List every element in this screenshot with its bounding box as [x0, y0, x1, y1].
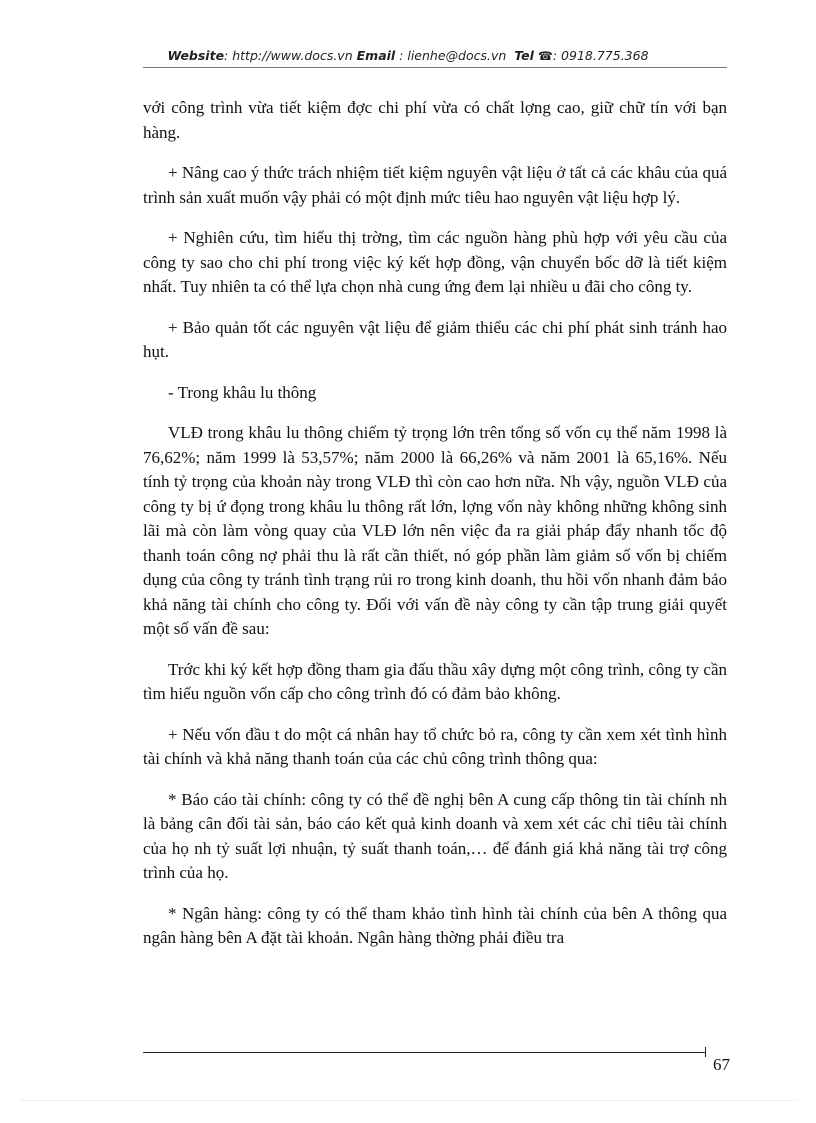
paragraph: + Nâng cao ý thức trách nhiệm tiết kiệm nguyên vật liệu ở tất cả các khâu của quá trình sản xuất muốn vậy phải có một định mức tiêu hao nguyên vật liệu hợp lý. — [143, 163, 727, 207]
paragraph: * Báo cáo tài chính: công ty có thể đề nghị bên A cung cấp thông tin tài chính nh là bảng cân đối tài sản, báo cáo kết quả kinh doanh và xem xét các chỉ tiêu tài chính của họ nh tỷ suất lợi nhuận, tỷ suất thanh toán,… để đánh giá khả năng tài trợ công trình của họ. — [143, 789, 727, 882]
tel-number: : 0918.775.368 — [552, 48, 649, 63]
paragraph: + Bảo quản tốt các nguyên vật liệu để giảm thiểu các chi phí phát sinh tránh hao hụt. — [143, 317, 727, 361]
paragraph: + Nếu vốn đầu t do một cá nhân hay tổ chức bỏ ra, công ty cần xem xét tình hình tài chính và khả năng thanh toán của các chủ công trình thông qua: — [143, 724, 727, 768]
paragraph: với công trình vừa tiết kiệm đợc chi phí vừa có chất lợng cao, giữ chữ tín với bạn hàng. — [143, 98, 727, 142]
page-header — [0, 48, 816, 63]
paragraph: Trớc khi ký kết hợp đồng tham gia đấu thầu xây dựng một công trình, công ty cần tìm hiểu nguồn vốn cấp cho công trình đó có đảm bảo không. — [143, 659, 727, 703]
page-bottom-dotted-line — [20, 1100, 796, 1101]
header-divider — [143, 67, 727, 68]
document-body — [143, 96, 727, 967]
phone-icon: ☎ — [537, 49, 553, 63]
website-url: : http://www.docs.vn — [224, 48, 353, 63]
page-number: 67 — [713, 1055, 730, 1074]
website-label: Website — [167, 48, 225, 63]
section-heading: - Trong khâu lu thông — [168, 382, 317, 402]
email-label: Email — [356, 48, 396, 63]
tel-label: Tel — [514, 48, 534, 63]
paragraph: VLĐ trong khâu lu thông chiếm tỷ trọng lớn trên tổng số vốn cụ thể năm 1998 là 76,62%; năm 1999 là 53,57%; năm 2000 là 66,26% và năm 2001 là 65,16%. Nếu tính tỷ trọng của khoản này trong VLĐ thì còn cao hơn nữa. Nh vậy, nguồn VLĐ của công ty bị ứ đọng trong khâu lu thông rất lớn, lợng vốn này không những không sinh lãi mà còn làm vòng quay của VLĐ lớn nên việc đa ra giải pháp đẩy nhanh tốc độ thanh toán công nợ phải thu là rất cần thiết, nó góp phần làm giảm số vốn bị chiếm dụng của công ty tránh tình trạng rủi ro trong kinh doanh, thu hồi vốn nhanh đảm bảo khả năng tài chính cho công ty. Đối với vấn đề này công ty cần tập trung giải quyết một số vấn đề sau: — [143, 423, 727, 638]
paragraph: + Nghiên cứu, tìm hiểu thị trờng, tìm các nguồn hàng phù hợp với yêu cầu của công ty sao cho chi phí trong việc ký kết hợp đồng, vận chuyển bốc dỡ là tiết kiệm nhất. Tuy nhiên ta có thể lựa chọn nhà cung ứng đem lại nhiều u đãi cho công ty. — [143, 228, 727, 296]
email-address: : lienhe@docs.vn — [395, 48, 507, 63]
footer-divider — [143, 1052, 705, 1053]
paragraph: * Ngân hàng: công ty có thể tham khảo tình hình tài chính của bên A thông qua ngân hàng bên A đặt tài khoản. Ngân hàng thờng phải điều tra — [143, 903, 727, 947]
